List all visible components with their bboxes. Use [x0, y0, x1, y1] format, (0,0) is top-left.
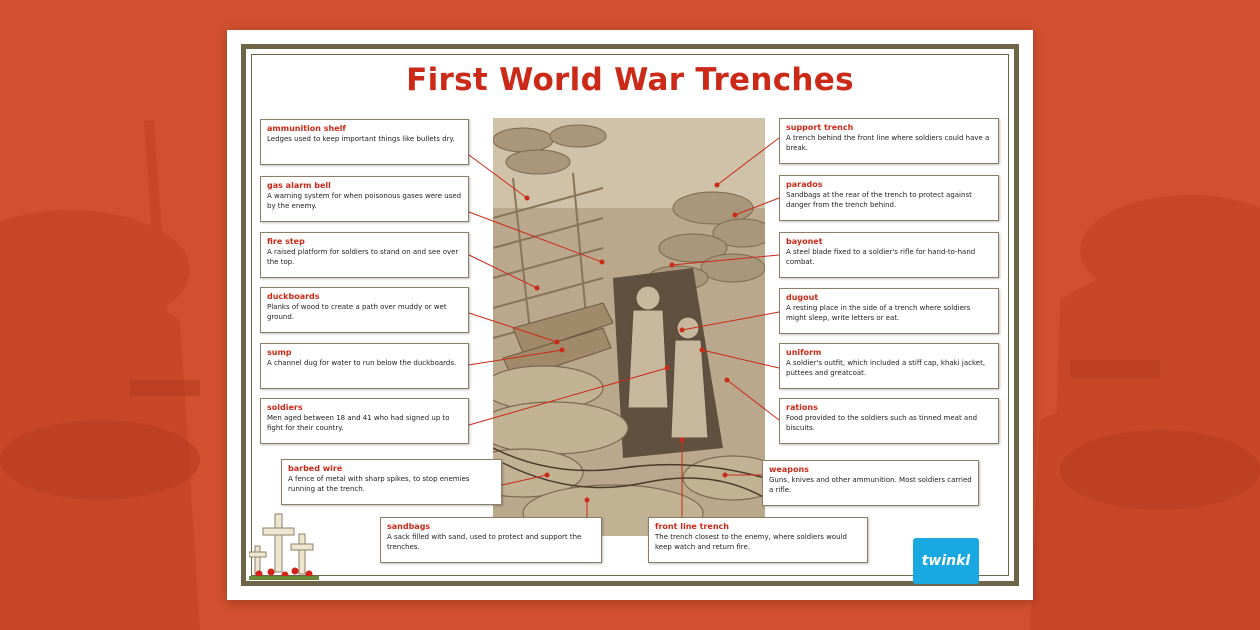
label-description: Men aged between 18 and 41 who had signed up to fight for their country.	[267, 414, 450, 432]
label-term: rations	[786, 403, 818, 412]
label-fire-step	[260, 232, 469, 278]
poster	[227, 30, 1033, 600]
label-dugout	[779, 288, 999, 334]
label-term: soldiers	[267, 403, 303, 412]
label-term: ammunition shelf	[267, 124, 346, 133]
label-duckboards	[260, 287, 469, 333]
label-term: sandbags	[387, 522, 431, 531]
label-description: A raised platform for soldiers to stand on and see over the top.	[267, 248, 459, 266]
label-description: A warning system for when poisonous gases were used by the enemy.	[267, 192, 462, 210]
label-term: weapons	[769, 465, 809, 474]
label-term: parados	[786, 180, 823, 189]
logo-text: twinkl	[921, 553, 971, 569]
label-weapons	[762, 460, 979, 506]
label-ammunition-shelf	[260, 119, 469, 165]
label-description: A soldier's outfit, which included a stiff cap, khaki jacket, puttees and greatcoat.	[786, 359, 986, 377]
label-sandbags	[380, 517, 602, 563]
label-description: A steel blade fixed to a soldier's rifle for hand-to-hand combat.	[786, 248, 976, 266]
label-term: sump	[267, 348, 292, 357]
label-term: gas alarm bell	[267, 181, 331, 190]
label-soldiers	[260, 398, 469, 444]
label-support-trench	[779, 118, 999, 164]
label-term: barbed wire	[288, 464, 343, 473]
label-description: The trench closest to the enemy, where soldiers would keep watch and return fire.	[655, 533, 847, 551]
label-rations	[779, 398, 999, 444]
label-gas-alarm-bell	[260, 176, 469, 222]
label-description: Planks of wood to create a path over muddy or wet ground.	[267, 303, 447, 321]
label-description: A sack filled with sand, used to protect and support the trenches.	[387, 533, 582, 551]
label-term: dugout	[786, 293, 819, 302]
memorial-crosses-icon	[249, 508, 319, 580]
label-description: Ledges used to keep important things like bullets dry.	[267, 135, 455, 143]
label-description: A resting place in the side of a trench where soldiers might sleep, write letters or eat.	[786, 304, 971, 322]
label-description: A channel dug for water to run below the duckboards.	[267, 359, 457, 367]
label-term: fire step	[267, 237, 305, 246]
label-bayonet	[779, 232, 999, 278]
label-description: A trench behind the front line where soldiers could have a break.	[786, 134, 990, 152]
label-term: support trench	[786, 123, 854, 132]
label-description: A fence of metal with sharp spikes, to stop enemies running at the trench.	[288, 475, 470, 493]
page-title: First World War Trenches	[406, 62, 854, 98]
label-description: Food provided to the soldiers such as tinned meat and biscuits.	[786, 414, 978, 432]
label-uniform	[779, 343, 999, 389]
label-parados	[779, 175, 999, 221]
label-front-line-trench	[648, 517, 868, 563]
label-description: Guns, knives and other ammunition. Most soldiers carried a rifle.	[769, 476, 972, 494]
label-term: bayonet	[786, 237, 823, 246]
label-description: Sandbags at the rear of the trench to protect against danger from the trench behind.	[786, 191, 972, 209]
twinkl-logo	[913, 538, 979, 584]
label-term: front line trench	[655, 522, 729, 531]
label-term: duckboards	[267, 292, 320, 301]
label-sump	[260, 343, 469, 389]
label-barbed-wire	[281, 459, 502, 505]
trench-illustration	[493, 118, 765, 536]
label-term: uniform	[786, 348, 822, 357]
